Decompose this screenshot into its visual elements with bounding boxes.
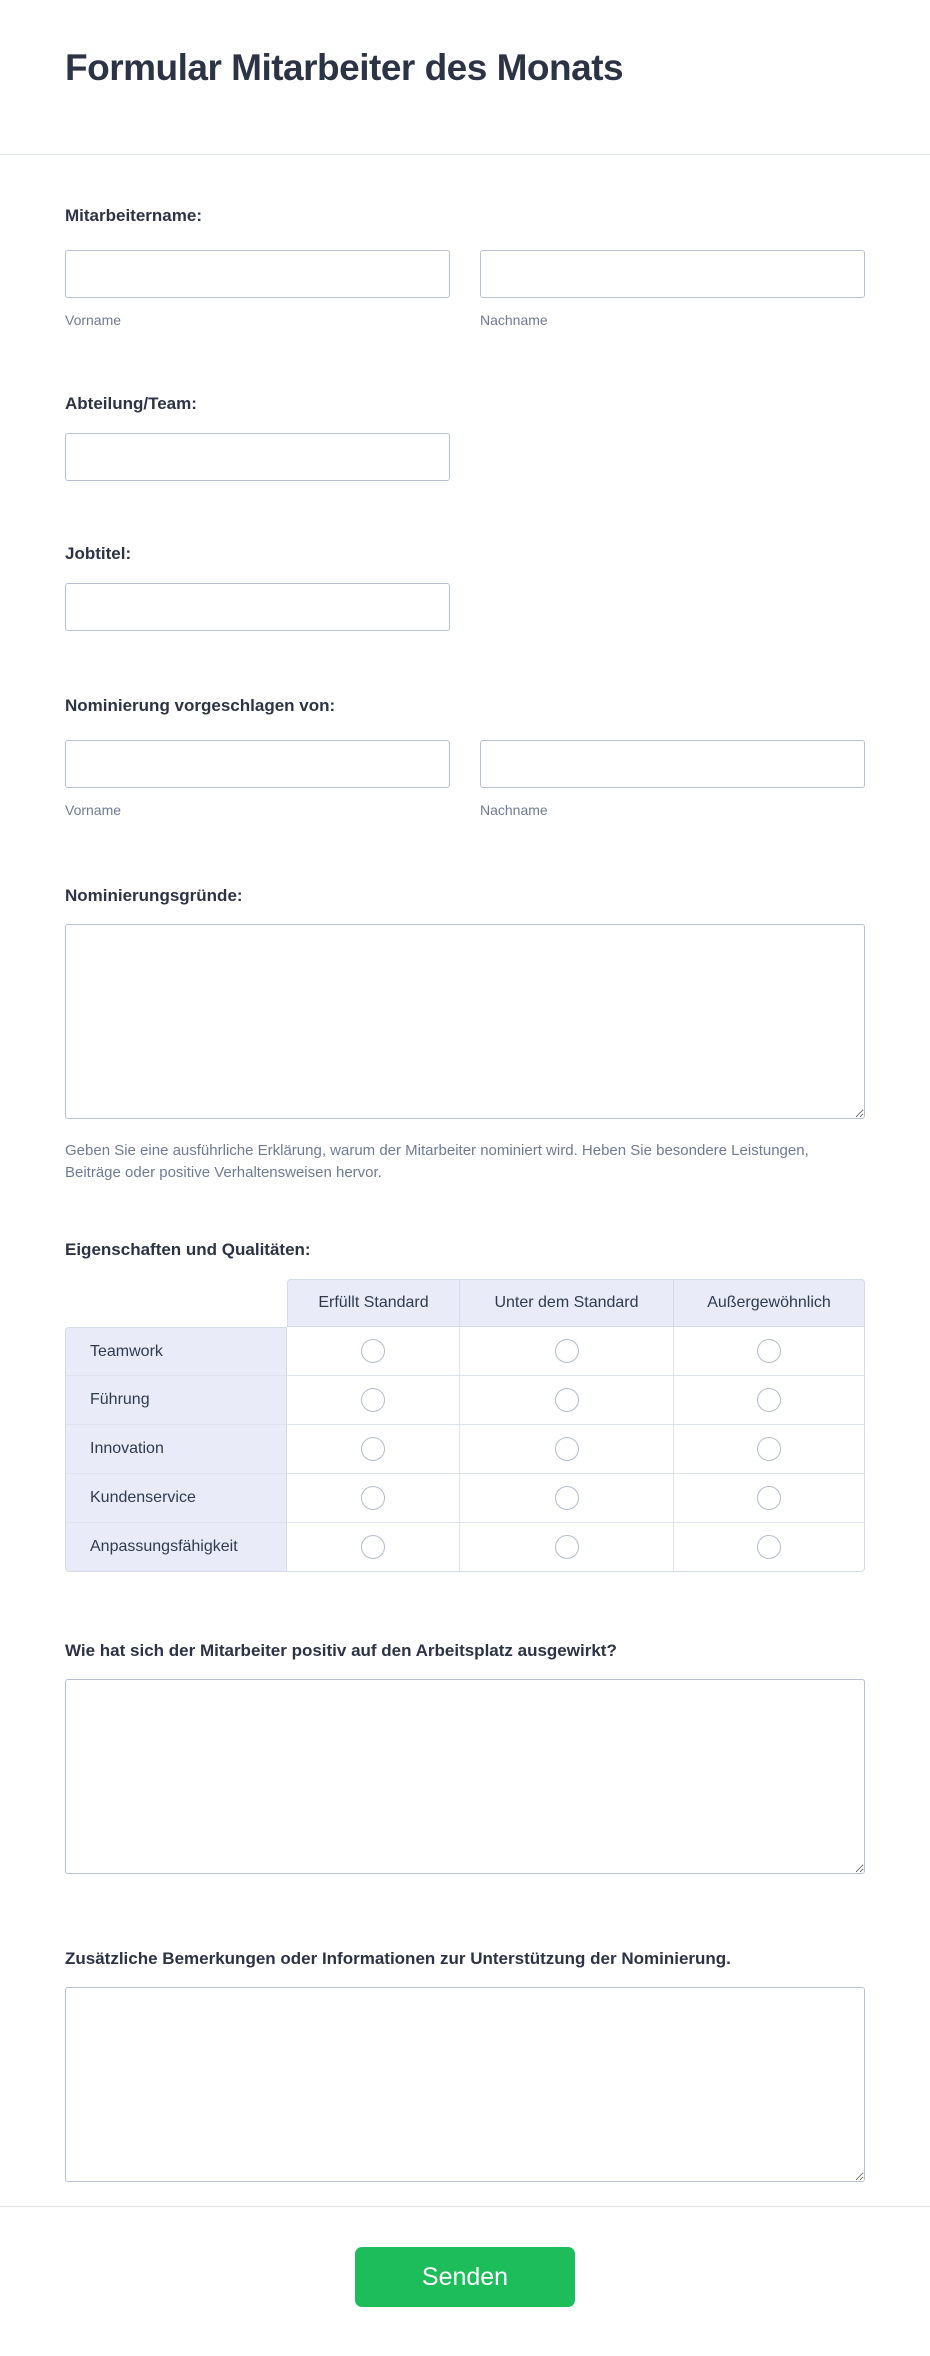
matrix-cell	[287, 1376, 460, 1425]
form-body	[0, 205, 930, 2182]
qualities-matrix	[65, 1279, 865, 1572]
radio-fuehrung-unter-dem-standard[interactable]	[555, 1388, 579, 1412]
employee-last-name-sublabel: Nachname	[480, 312, 548, 328]
matrix-cell	[287, 1474, 460, 1523]
radio-anpassungsfaehigkeit-erfuellt-standard[interactable]	[361, 1535, 385, 1559]
employee-name-label: Mitarbeitername:	[65, 206, 202, 225]
section-nominated-by	[65, 695, 865, 819]
matrix-cell	[674, 1376, 865, 1425]
matrix-cell	[287, 1425, 460, 1474]
matrix-row-label-teamwork: Teamwork	[65, 1327, 287, 1376]
radio-teamwork-erfuellt-standard[interactable]	[361, 1339, 385, 1363]
nominated-by-row	[65, 740, 865, 819]
reasons-help-text: Geben Sie eine ausführliche Erklärung, warum der Mitarbeiter nominiert wird. Heben Sie besondere Leistungen, Beiträge oder positive Verhaltensweisen hervor.	[65, 1142, 809, 1181]
radio-fuehrung-aussergewoehnlich[interactable]	[757, 1388, 781, 1412]
matrix-col-header-unter-dem-standard: Unter dem Standard	[460, 1279, 674, 1327]
matrix-col-header-erfuellt-standard: Erfüllt Standard	[287, 1279, 460, 1327]
matrix-row-label-anpassungsfaehigkeit: Anpassungsfähigkeit	[65, 1523, 287, 1572]
matrix-corner-cell	[65, 1279, 287, 1327]
radio-innovation-aussergewoehnlich[interactable]	[757, 1437, 781, 1461]
matrix-row-label-kundenservice: Kundenservice	[65, 1474, 287, 1523]
form-header	[0, 0, 930, 155]
radio-kundenservice-aussergewoehnlich[interactable]	[757, 1486, 781, 1510]
nominated-by-first-name-input[interactable]	[65, 740, 450, 788]
radio-kundenservice-unter-dem-standard[interactable]	[555, 1486, 579, 1510]
job-title-label: Jobtitel:	[65, 544, 132, 563]
department-input[interactable]	[65, 433, 450, 481]
section-job-title	[65, 543, 865, 631]
reasons-label: Nominierungsgründe:	[65, 886, 243, 905]
reasons-textarea[interactable]	[65, 924, 865, 1119]
matrix-cell	[674, 1425, 865, 1474]
section-qualities	[65, 1239, 865, 1572]
matrix-cell	[460, 1523, 674, 1572]
employee-last-name-col	[480, 250, 865, 329]
nominated-by-last-name-col	[480, 740, 865, 819]
department-label: Abteilung/Team:	[65, 394, 197, 413]
matrix-col-header-aussergewoehnlich: Außergewöhnlich	[674, 1279, 865, 1327]
radio-fuehrung-erfuellt-standard[interactable]	[361, 1388, 385, 1412]
nominated-by-label: Nominierung vorgeschlagen von:	[65, 696, 336, 715]
radio-anpassungsfaehigkeit-unter-dem-standard[interactable]	[555, 1535, 579, 1559]
radio-innovation-erfuellt-standard[interactable]	[361, 1437, 385, 1461]
matrix-row-label-innovation: Innovation	[65, 1425, 287, 1474]
employee-first-name-sublabel: Vorname	[65, 312, 122, 328]
section-impact	[65, 1640, 865, 1874]
additional-label: Zusätzliche Bemerkungen oder Informationen zur Unterstützung der Nominierung.	[65, 1949, 731, 1968]
form-title: Formular Mitarbeiter des Monats	[65, 47, 624, 88]
matrix-cell	[674, 1523, 865, 1572]
nominated-by-first-name-col	[65, 740, 450, 819]
form-footer	[0, 2206, 930, 2356]
section-additional	[65, 1948, 865, 2182]
matrix-cell	[460, 1474, 674, 1523]
matrix-cell	[460, 1425, 674, 1474]
employee-first-name-col	[65, 250, 450, 329]
radio-teamwork-aussergewoehnlich[interactable]	[757, 1339, 781, 1363]
section-department	[65, 393, 865, 481]
employee-first-name-input[interactable]	[65, 250, 450, 298]
radio-teamwork-unter-dem-standard[interactable]	[555, 1339, 579, 1363]
impact-textarea[interactable]	[65, 1679, 865, 1874]
qualities-label: Eigenschaften und Qualitäten:	[65, 1240, 311, 1259]
matrix-cell	[674, 1327, 865, 1376]
job-title-input[interactable]	[65, 583, 450, 631]
radio-anpassungsfaehigkeit-aussergewoehnlich[interactable]	[757, 1535, 781, 1559]
submit-button[interactable]: Senden	[355, 2247, 575, 2307]
radio-kundenservice-erfuellt-standard[interactable]	[361, 1486, 385, 1510]
matrix-cell	[674, 1474, 865, 1523]
matrix-cell	[287, 1327, 460, 1376]
nominated-by-first-name-sublabel: Vorname	[65, 802, 122, 818]
matrix-cell	[460, 1376, 674, 1425]
radio-innovation-unter-dem-standard[interactable]	[555, 1437, 579, 1461]
nominated-by-last-name-input[interactable]	[480, 740, 865, 788]
impact-label: Wie hat sich der Mitarbeiter positiv auf den Arbeitsplatz ausgewirkt?	[65, 1641, 617, 1660]
matrix-cell	[287, 1523, 460, 1572]
additional-textarea[interactable]	[65, 1987, 865, 2182]
employee-last-name-input[interactable]	[480, 250, 865, 298]
employee-name-row	[65, 250, 865, 329]
section-employee-name	[65, 205, 865, 329]
matrix-row-label-fuehrung: Führung	[65, 1376, 287, 1425]
matrix-cell	[460, 1327, 674, 1376]
section-reasons	[65, 885, 865, 1184]
nominated-by-last-name-sublabel: Nachname	[480, 802, 548, 818]
